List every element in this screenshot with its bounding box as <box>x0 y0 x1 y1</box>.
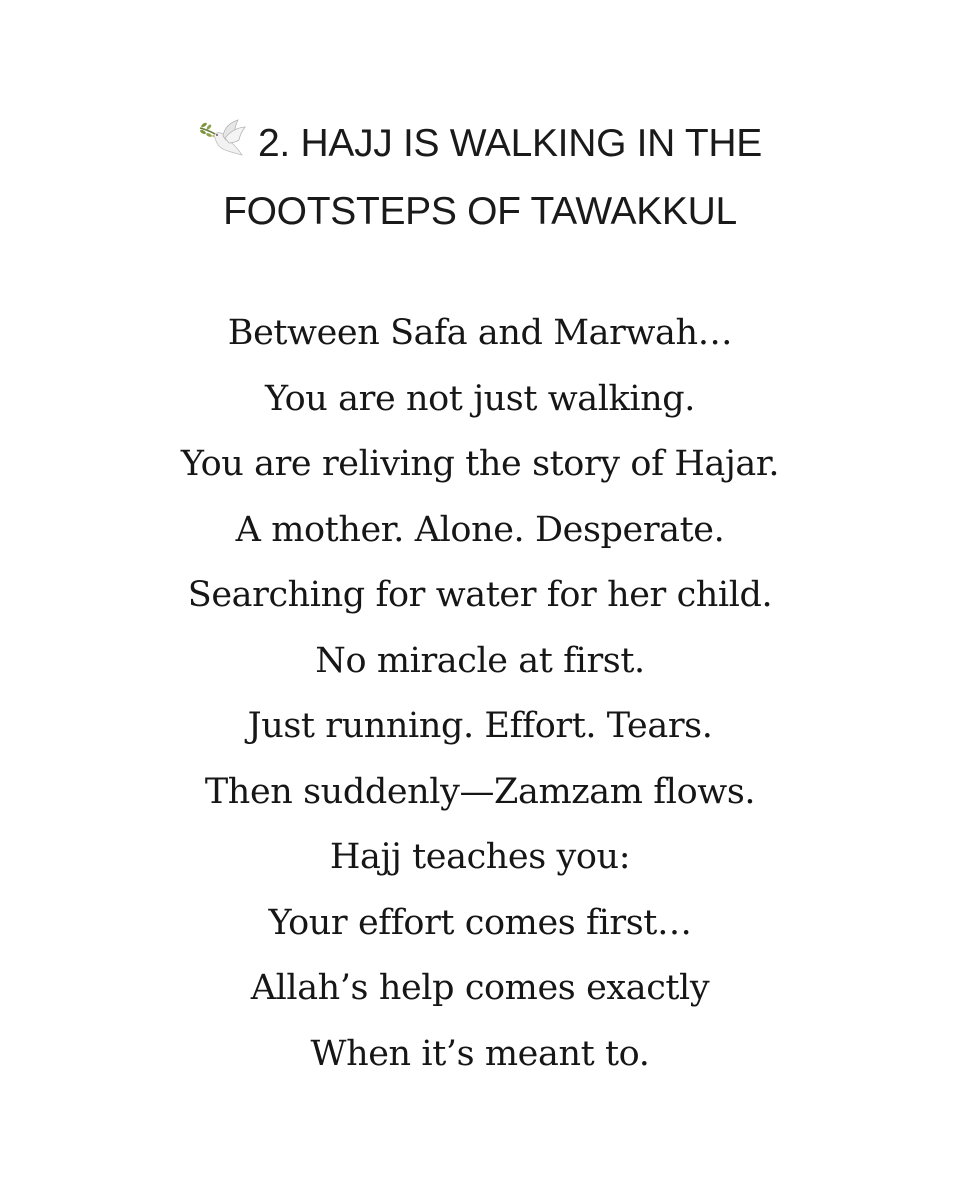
poem-line: Searching for water for her child. <box>187 575 773 615</box>
poem-line: Hajj teaches you: <box>329 837 631 877</box>
poem-line: When it’s meant to. <box>310 1033 650 1074</box>
heading <box>0 110 960 246</box>
poem-line: Just running. Effort. Tears. <box>247 706 713 746</box>
heading-line-1-text: 2. HAJJ IS WALKING IN THE <box>258 122 762 165</box>
heading-line-1 <box>0 110 960 178</box>
poem-line: Then suddenly—Zamzam flows. <box>204 771 756 812</box>
poem-line: Your effort comes first… <box>268 902 692 943</box>
poem-line: A mother. Alone. Desperate. <box>235 509 725 550</box>
poem-line: You are reliving the story of Hajar. <box>180 444 780 484</box>
poem-line: No miracle at first. <box>315 640 645 681</box>
poem-line: Between Safa and Marwah… <box>227 313 733 353</box>
poem-line: Allah’s help comes exactly <box>250 968 710 1008</box>
poem-line: You are not just walking. <box>264 378 696 419</box>
heading-line-2: FOOTSTEPS OF TAWAKKUL <box>223 190 737 233</box>
dove-with-olive-branch-icon <box>198 118 248 158</box>
poem-body <box>0 301 960 1087</box>
